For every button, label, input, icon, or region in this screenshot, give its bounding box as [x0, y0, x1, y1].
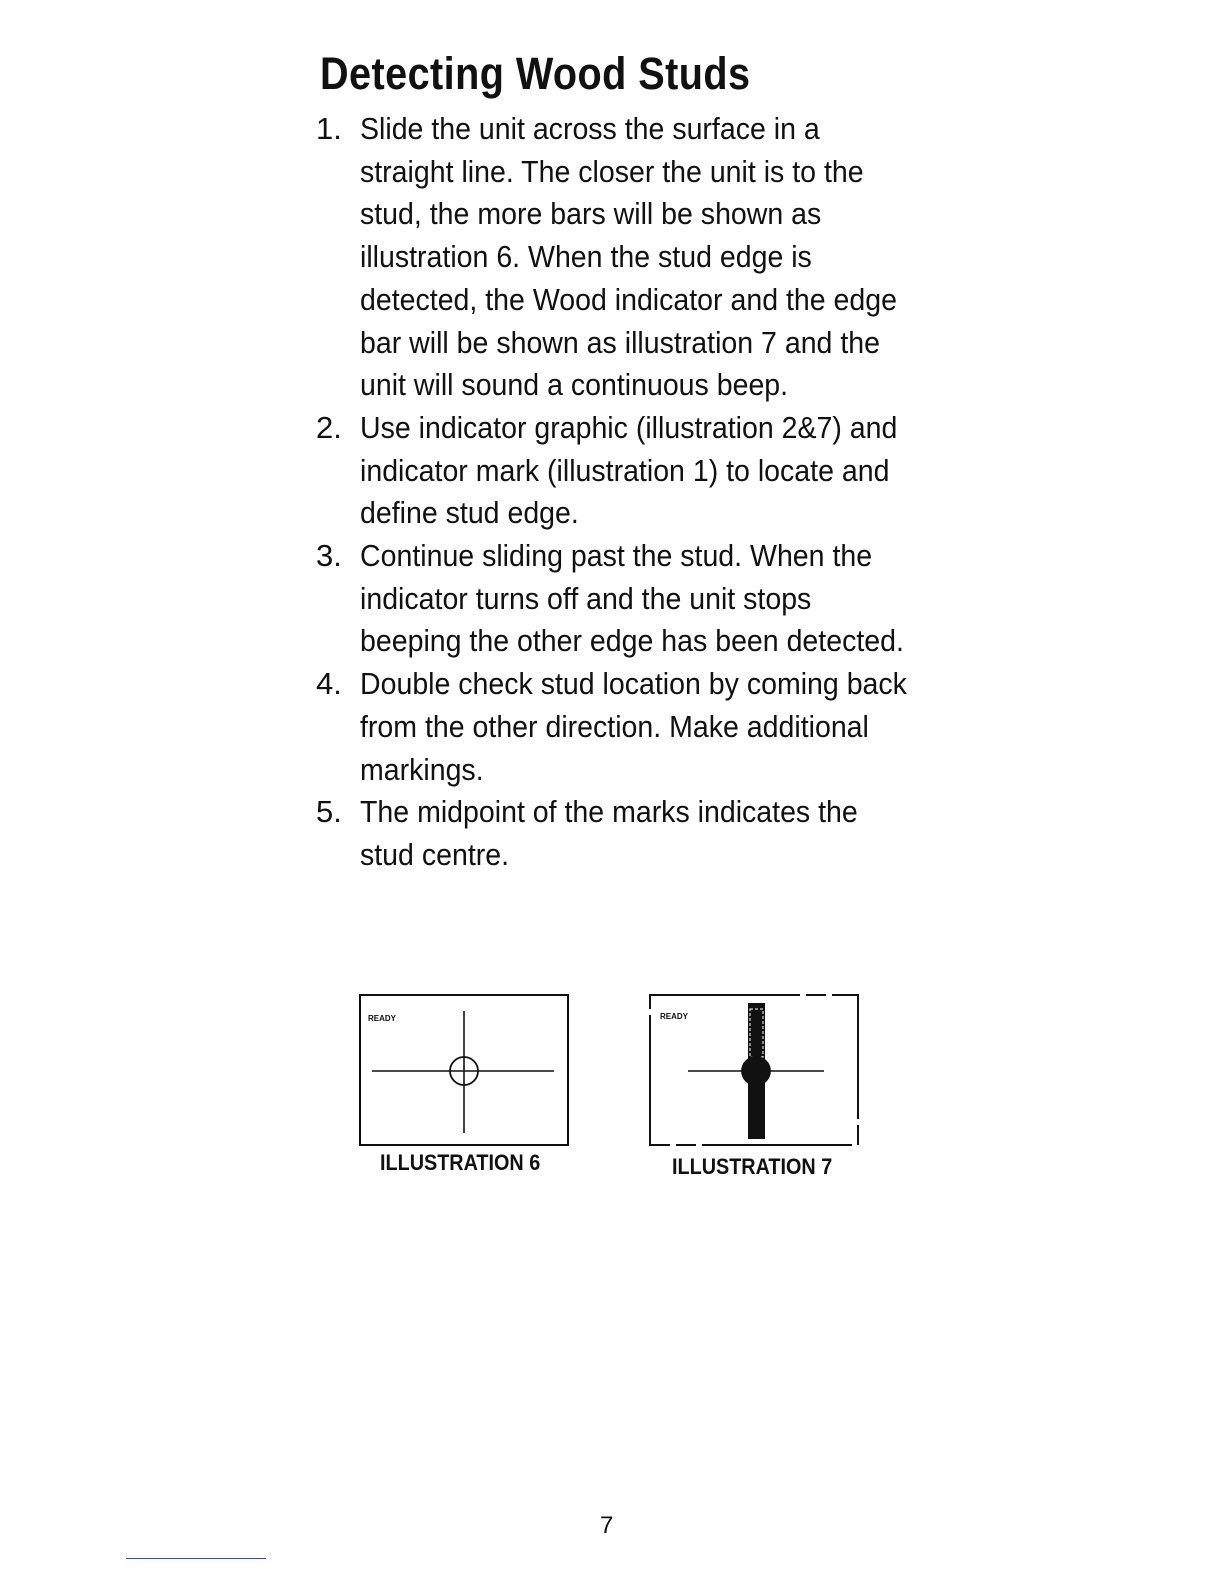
- ready-label: READY: [368, 1014, 397, 1023]
- steps-list: [316, 108, 956, 877]
- step-number: 2.: [316, 409, 342, 445]
- list-item: [316, 791, 956, 876]
- illustration-6-display: [358, 993, 572, 1149]
- page-edge-line: [126, 1558, 266, 1559]
- illustration-7-display: [648, 993, 862, 1149]
- step-text: Continue sliding past the stud. When the indicator turns off and the unit stops beeping the other edge has been detected.: [360, 538, 904, 659]
- list-item: [316, 535, 956, 663]
- crosshair-filled-icon: [742, 1057, 770, 1085]
- list-item: [316, 663, 956, 791]
- illustration-7-caption: ILLUSTRATION 7: [672, 1154, 833, 1179]
- step-text: Double check stud location by coming back from the other direction. Make additional markings.: [360, 666, 907, 787]
- step-text: Slide the unit across the surface in a straight line. The closer the unit is to the stud, the more bars will be shown as illustration 6. When the stud edge is detected, the Wood indicator and the edge bar will be shown as illustration 7 and the unit will sound a continuous beep.: [360, 111, 897, 403]
- ready-label: READY: [660, 1012, 689, 1021]
- list-item: [316, 108, 956, 407]
- page-number: 7: [600, 1512, 614, 1539]
- step-text: Use indicator graphic (illustration 2&7) and indicator mark (illustration 1) to locate and define stud edge.: [360, 409, 898, 531]
- wood-indicator-icon: [750, 1009, 763, 1057]
- illustration-6-caption: ILLUSTRATION 6: [380, 1150, 541, 1175]
- step-number: 3.: [316, 538, 342, 574]
- list-item: [316, 407, 956, 535]
- step-number: 1.: [316, 111, 342, 146]
- step-number: 4.: [316, 666, 342, 702]
- display-screen-illustration: [648, 993, 862, 1149]
- step-text: The midpoint of the marks indicates the stud centre.: [360, 794, 858, 872]
- page-title: Detecting Wood Studs: [320, 48, 751, 99]
- step-number: 5.: [316, 794, 342, 830]
- display-screen-illustration: [358, 993, 572, 1149]
